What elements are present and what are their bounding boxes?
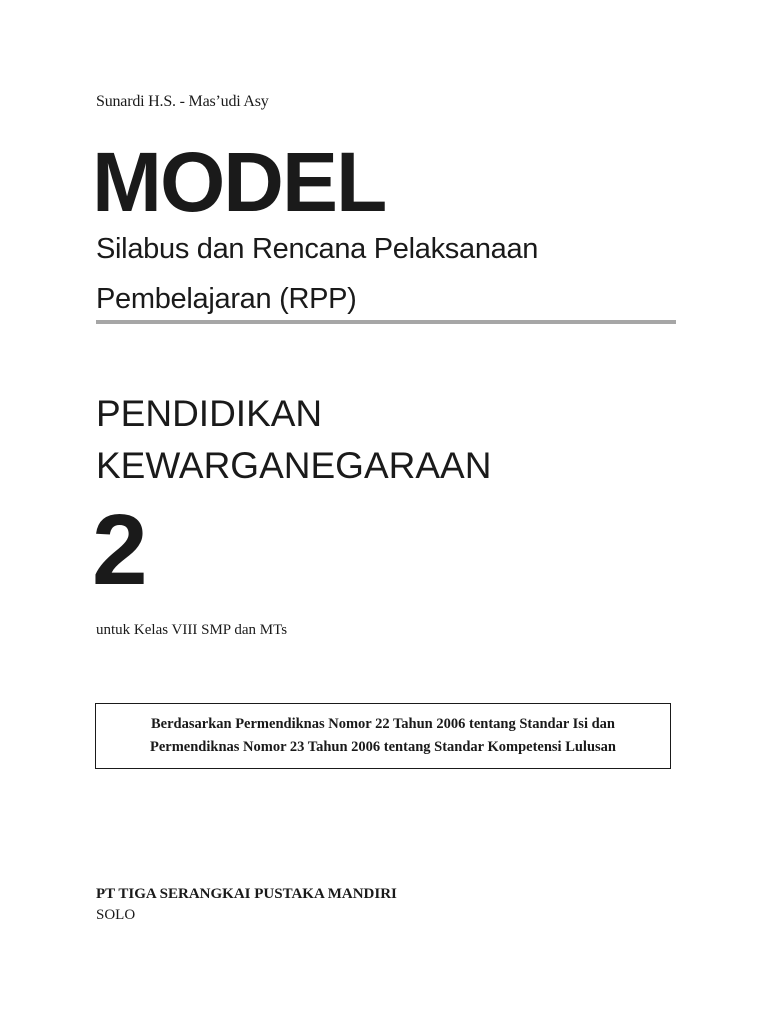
basis-line-2: Permendiknas Nomor 23 Tahun 2006 tentang Standar Kompetensi Lulusan (150, 739, 616, 755)
author-names: Sunardi H.S. - Mas’udi Asy (96, 93, 269, 110)
publisher-name: PT TIGA SERANGKAI PUSTAKA MANDIRI (96, 886, 397, 902)
subject-line-2: KEWARGANEGARAAN (96, 445, 492, 486)
subtitle (96, 224, 716, 324)
volume-number: 2 (92, 494, 148, 606)
main-title: MODEL (92, 135, 386, 229)
regulation-basis-box (95, 703, 671, 769)
publisher-city: SOLO (96, 907, 136, 923)
basis-line-1: Berdasarkan Permendiknas Nomor 22 Tahun 2006 tentang Standar Isi dan (151, 716, 615, 732)
grade-level: untuk Kelas VIII SMP dan MTs (96, 622, 288, 638)
subject-line-1: PENDIDIKAN (96, 393, 323, 434)
title-divider (96, 320, 676, 324)
subject-title (96, 388, 491, 492)
subtitle-line-1: Silabus dan Rencana Pelaksanaan (96, 233, 539, 265)
subtitle-line-2: Pembelajaran (RPP) (96, 283, 357, 315)
